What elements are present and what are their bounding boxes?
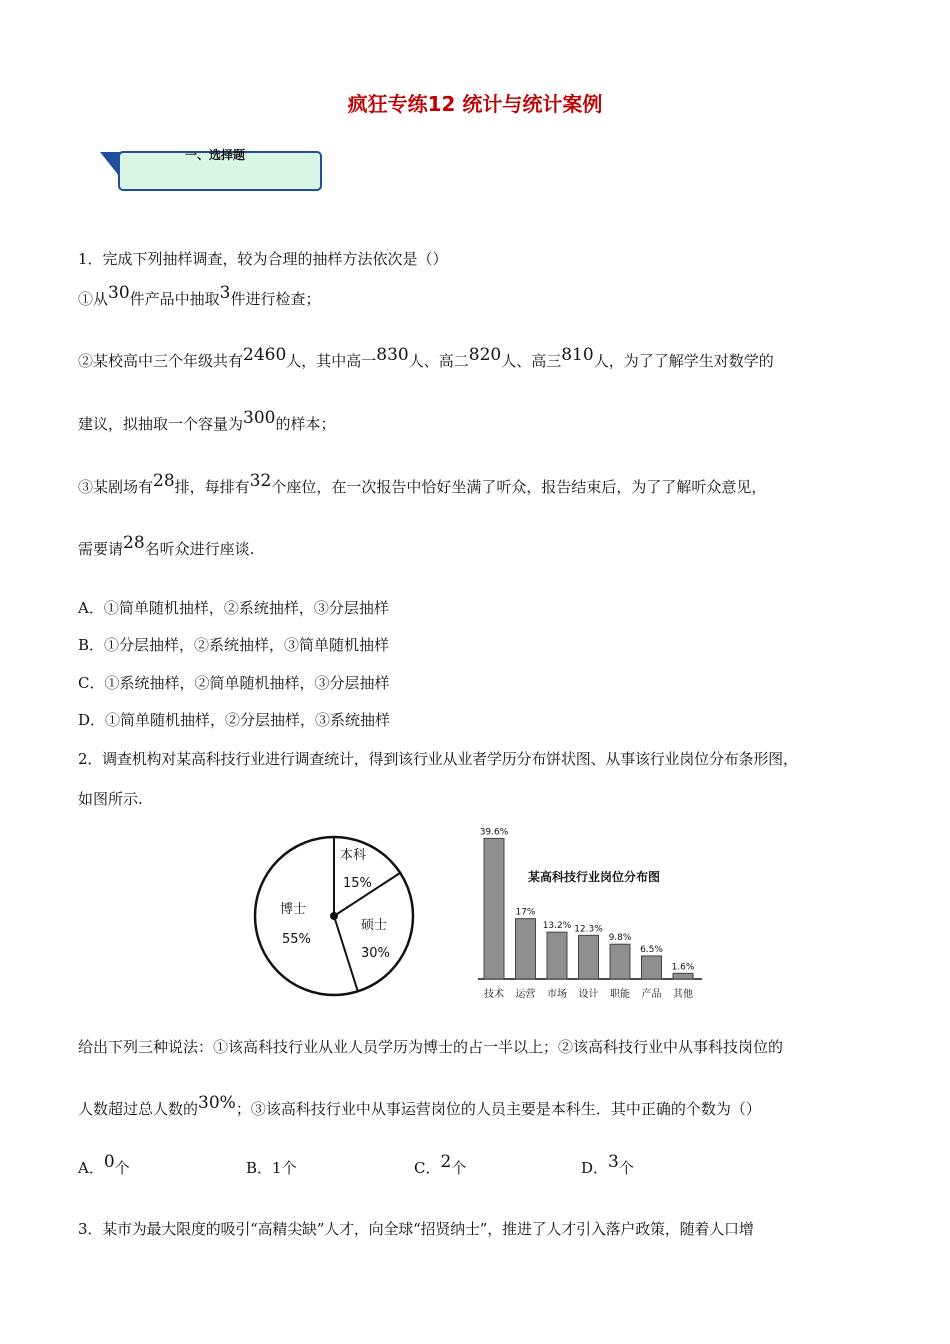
q1-option-d[interactable]: D．①简单随机抽样，②分层抽样，③系统抽样: [78, 711, 391, 729]
section-label: 一、选择题: [185, 148, 246, 162]
q1-option-b[interactable]: B．①分层抽样，②系统抽样，③简单随机抽样: [78, 636, 390, 654]
bar-value-label-5: 6.5%: [640, 944, 663, 955]
bar-chart-title: 某高科技行业岗位分布图: [528, 870, 661, 884]
pie-value-master: 30%: [361, 946, 390, 961]
pie-label-undergrad: 本科: [340, 848, 367, 863]
q1-option-a[interactable]: A．①简单随机抽样，②系统抽样，③分层抽样: [78, 599, 389, 617]
q2-statements-line2: 人数超过总人数的30%；③该高科技行业中从事运营岗位的人员主要是本科生．其中正确的个数为（）: [78, 1093, 761, 1118]
q2-option-d[interactable]: D．3个: [581, 1152, 634, 1177]
bar-value-label-6: 1.6%: [671, 962, 695, 973]
bar-value-label-3: 12.3%: [574, 924, 603, 935]
pie-value-undergrad: 15%: [343, 876, 372, 891]
bar-value-label-4: 9.8%: [608, 933, 632, 944]
bar-category-label-1: 运营: [515, 989, 536, 1000]
bar-value-label-1: 17%: [515, 907, 536, 918]
pie-center: [330, 912, 338, 920]
education-pie-chart: [250, 825, 430, 1005]
q1-option-c[interactable]: C．①系统抽样，②简单随机抽样，③分层抽样: [78, 674, 390, 692]
bar-3: [579, 935, 599, 979]
q1-item3: ③某剧场有28排，每排有32个座位，在一次报告中恰好坐满了听众，报告结束后，为了了解听众意见，: [78, 471, 767, 496]
pie-label-phd: 博士: [280, 902, 307, 917]
pie-value-phd: 55%: [282, 932, 311, 947]
bar-category-label-4: 职能: [610, 989, 630, 1000]
q2-option-a[interactable]: A．0个: [78, 1152, 130, 1177]
bar-category-label-0: 技术: [484, 989, 504, 1000]
bar-4: [610, 944, 630, 979]
q2-statements-line1: 给出下列三种说法：①该高科技行业从业人员学历为博士的占一半以上；②该高科技行业中从事科技岗位的: [78, 1038, 784, 1056]
q2-option-c[interactable]: C．2个: [414, 1152, 467, 1177]
bar-category-label-2: 市场: [547, 989, 567, 1000]
bar-category-label-5: 产品: [641, 989, 662, 1000]
q1-stem: 1．完成下列抽样调查，较为合理的抽样方法依次是（）: [78, 250, 448, 268]
bar-6: [673, 973, 693, 979]
bar-2: [547, 932, 567, 979]
bar-1: [516, 919, 536, 979]
q2-stem-line1: 2．调查机构对某高科技行业进行调查统计，得到该行业从业者学历分布饼状图、从事该行业岗位分布条形图，: [78, 750, 798, 768]
page-title: 疯狂专练12 统计与统计案例: [347, 92, 603, 116]
q3-stem: 3．某市为最大限度的吸引“高精尖缺”人才，向全球“招贤纳士”，推进了人才引入落户政策，随着人口增: [78, 1220, 754, 1238]
bar-value-label-0: 39.6%: [479, 827, 509, 838]
pie-label-master: 硕士: [361, 918, 388, 933]
bar-0: [484, 838, 504, 979]
q1-item1: ①从30件产品中抽取3件进行检查；: [78, 283, 321, 308]
bar-category-label-3: 设计: [578, 989, 599, 1000]
q1-item2: ②某校高中三个年级共有2460人，其中高一830人、高二820人、高三810人，为了了解学生对数学的: [78, 345, 774, 370]
q1-item3-continued: 需要请28名听众进行座谈.: [78, 533, 255, 558]
q1-item2-continued: 建议，拟抽取一个容量为300的样本；: [78, 408, 336, 433]
bar-value-label-2: 13.2%: [542, 921, 572, 932]
q2-stem-line2: 如图所示.: [78, 790, 143, 808]
job-distribution-bar-chart: [470, 815, 710, 1010]
q2-option-b[interactable]: B．1个: [246, 1159, 297, 1177]
bar-5: [642, 956, 662, 979]
bar-category-label-6: 其他: [673, 989, 693, 1000]
